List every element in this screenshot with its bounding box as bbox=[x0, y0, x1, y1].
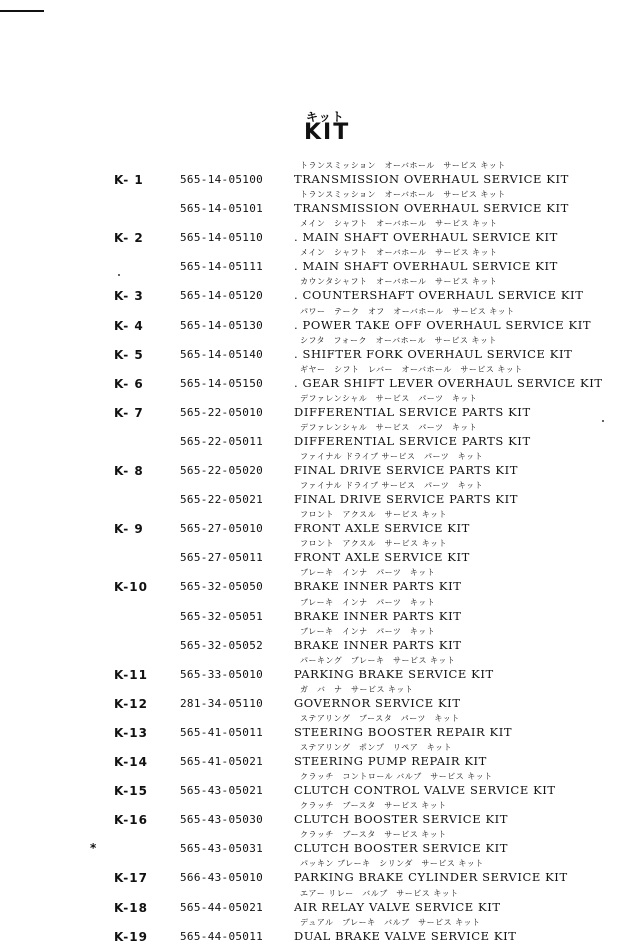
kit-row bbox=[0, 335, 628, 364]
kit-number: K-18 bbox=[114, 901, 148, 915]
description: GOVERNOR SERVICE KIT bbox=[294, 696, 461, 710]
kit-row bbox=[0, 800, 628, 829]
description-kana: ブレーキ インナ パーツ キット bbox=[300, 627, 436, 636]
kit-number: K- 4 bbox=[114, 319, 144, 333]
kit-row bbox=[0, 684, 628, 713]
description-kana: ステアリング ポンプ リペア キット bbox=[300, 743, 453, 752]
part-number: 565-14-05150 bbox=[180, 377, 264, 390]
description: STEERING PUMP REPAIR KIT bbox=[294, 754, 487, 768]
kit-row bbox=[0, 771, 628, 800]
kit-row bbox=[0, 364, 628, 393]
kit-number: K-13 bbox=[114, 726, 148, 740]
description-kana: パッキン ブレーキ シリンダ サービス キット bbox=[300, 859, 484, 868]
description: TRANSMISSION OVERHAUL SERVICE KIT bbox=[294, 201, 569, 215]
kit-number: K- 2 bbox=[114, 231, 144, 245]
description: CLUTCH BOOSTER SERVICE KIT bbox=[294, 812, 509, 826]
description: DIFFERENTIAL SERVICE PARTS KIT bbox=[294, 434, 531, 448]
part-number: 565-27-05010 bbox=[180, 522, 264, 535]
kit-number: K-15 bbox=[114, 784, 148, 798]
description-kana: ファイナル ドライブ サービス パーツ キット bbox=[300, 481, 484, 490]
description: DUAL BRAKE VALVE SERVICE KIT bbox=[294, 929, 517, 943]
part-number: 565-22-05011 bbox=[180, 435, 264, 448]
kit-row bbox=[0, 829, 628, 858]
description-kana: カウンタシャフト オーバホール サービス キット bbox=[300, 277, 498, 286]
part-number: 566-43-05010 bbox=[180, 871, 264, 884]
kit-number: K-16 bbox=[114, 813, 148, 827]
kit-row bbox=[0, 218, 628, 247]
kit-row bbox=[0, 888, 628, 917]
description-kana: パーキング ブレーキ サービス キット bbox=[300, 656, 456, 665]
part-number: 565-43-05021 bbox=[180, 784, 264, 797]
description-kana: クラッチ コントロール バルブ サービス キット bbox=[300, 772, 493, 781]
kit-number: K- 8 bbox=[114, 464, 144, 478]
description-kana: メイン シャフト オーバホール サービス キット bbox=[300, 248, 498, 257]
part-number: 565-32-05050 bbox=[180, 580, 264, 593]
kit-number: K-14 bbox=[114, 755, 148, 769]
description-kana: デュアル ブレーキ バルブ サービス キット bbox=[300, 918, 481, 927]
kit-row bbox=[0, 742, 628, 771]
kit-number: K-19 bbox=[114, 930, 148, 944]
kit-number: K- 5 bbox=[114, 348, 144, 362]
description-kana: デファレンシャル サービス パーツ キット bbox=[300, 423, 478, 432]
part-number: 565-41-05021 bbox=[180, 755, 264, 768]
kit-number: K- 3 bbox=[114, 289, 144, 303]
description: STEERING BOOSTER REPAIR KIT bbox=[294, 725, 513, 739]
description-kana: ブレーキ インナ パーツ キット bbox=[300, 568, 436, 577]
description: . GEAR SHIFT LEVER OVERHAUL SERVICE KIT bbox=[294, 376, 603, 390]
kit-number: K-10 bbox=[114, 580, 148, 594]
part-number: 565-14-05140 bbox=[180, 348, 264, 361]
part-number: 565-14-05130 bbox=[180, 319, 264, 332]
description-kana: ブレーキ インナ パーツ キット bbox=[300, 598, 436, 607]
top-left-rule bbox=[0, 10, 44, 12]
kit-row bbox=[0, 189, 628, 218]
description-kana: エアー リレー バルブ サービス キット bbox=[300, 889, 459, 898]
part-number: 565-14-05111 bbox=[180, 260, 264, 273]
kit-number: K-12 bbox=[114, 697, 148, 711]
part-number: 565-32-05052 bbox=[180, 639, 264, 652]
description-kana: フロント アクスル サービス キット bbox=[300, 539, 448, 548]
part-number: 565-14-05110 bbox=[180, 231, 264, 244]
description: PARKING BRAKE SERVICE KIT bbox=[294, 667, 494, 681]
description-kana: メイン シャフト オーバホール サービス キット bbox=[300, 219, 498, 228]
description: BRAKE INNER PARTS KIT bbox=[294, 609, 462, 623]
kit-row bbox=[0, 567, 628, 596]
part-number: 565-43-05030 bbox=[180, 813, 264, 826]
description: CLUTCH BOOSTER SERVICE KIT bbox=[294, 841, 509, 855]
description-kana: デファレンシャル サービス パーツ キット bbox=[300, 394, 478, 403]
description: BRAKE INNER PARTS KIT bbox=[294, 638, 462, 652]
description: . SHIFTER FORK OVERHAUL SERVICE KIT bbox=[294, 347, 573, 361]
kit-row bbox=[0, 509, 628, 538]
description: FINAL DRIVE SERVICE PARTS KIT bbox=[294, 492, 519, 506]
kit-row bbox=[0, 597, 628, 626]
kit-number: K-17 bbox=[114, 871, 148, 885]
kit-number: K- 7 bbox=[114, 406, 144, 420]
description: FINAL DRIVE SERVICE PARTS KIT bbox=[294, 463, 519, 477]
kit-number: K- 1 bbox=[114, 173, 144, 187]
description-kana: トランスミッション オーバホール サービス キット bbox=[300, 190, 506, 199]
part-number: 565-44-05011 bbox=[180, 930, 264, 943]
part-number: 565-14-05100 bbox=[180, 173, 264, 186]
description: . COUNTERSHAFT OVERHAUL SERVICE KIT bbox=[294, 288, 584, 302]
page-title-kana: キット bbox=[306, 110, 345, 124]
description: . MAIN SHAFT OVERHAUL SERVICE KIT bbox=[294, 230, 558, 244]
part-number: 565-22-05020 bbox=[180, 464, 264, 477]
kit-row bbox=[0, 480, 628, 509]
part-number: 565-22-05021 bbox=[180, 493, 264, 506]
part-number: 565-27-05011 bbox=[180, 551, 264, 564]
description-kana: ギヤー シフト レバー オーバホール サービス キット bbox=[300, 365, 523, 374]
description: BRAKE INNER PARTS KIT bbox=[294, 579, 462, 593]
description-kana: フロント アクスル サービス キット bbox=[300, 510, 448, 519]
kit-number: K-11 bbox=[114, 668, 148, 682]
asterisk-marker: * bbox=[90, 841, 97, 855]
scan-speck bbox=[118, 274, 120, 276]
description: . MAIN SHAFT OVERHAUL SERVICE KIT bbox=[294, 259, 558, 273]
description: DIFFERENTIAL SERVICE PARTS KIT bbox=[294, 405, 531, 419]
part-number: 565-32-05051 bbox=[180, 610, 264, 623]
kit-row bbox=[0, 655, 628, 684]
kit-row bbox=[0, 538, 628, 567]
kit-row bbox=[0, 393, 628, 422]
kit-row bbox=[0, 626, 628, 655]
description: PARKING BRAKE CYLINDER SERVICE KIT bbox=[294, 870, 568, 884]
kit-row bbox=[0, 306, 628, 335]
description: TRANSMISSION OVERHAUL SERVICE KIT bbox=[294, 172, 569, 186]
description-kana: パワー テーク オフ オーバホール サービス キット bbox=[300, 307, 515, 316]
kit-row bbox=[0, 858, 628, 887]
description-kana: ファイナル ドライブ サービス パーツ キット bbox=[300, 452, 484, 461]
kit-row bbox=[0, 917, 628, 946]
kit-number: K- 9 bbox=[114, 522, 144, 536]
part-number: 565-22-05010 bbox=[180, 406, 264, 419]
description-kana: ステアリング ブースタ パーツ キット bbox=[300, 714, 460, 723]
kit-row bbox=[0, 160, 628, 189]
kit-row bbox=[0, 276, 628, 305]
scan-speck bbox=[602, 420, 604, 422]
part-number: 565-43-05031 bbox=[180, 842, 264, 855]
kit-number: K- 6 bbox=[114, 377, 144, 391]
page-title: KIT bbox=[304, 120, 351, 145]
description: FRONT AXLE SERVICE KIT bbox=[294, 521, 470, 535]
description-kana: クラッチ ブースタ サービス キット bbox=[300, 830, 447, 839]
part-number: 565-41-05011 bbox=[180, 726, 264, 739]
kit-row bbox=[0, 422, 628, 451]
description: CLUTCH CONTROL VALVE SERVICE KIT bbox=[294, 783, 556, 797]
description-kana: ガ バ ナ サービス キット bbox=[300, 685, 414, 694]
part-number: 565-14-05101 bbox=[180, 202, 264, 215]
kit-row bbox=[0, 451, 628, 480]
description-kana: シフタ フォーク オーバホール サービス キット bbox=[300, 336, 497, 345]
part-number: 281-34-05110 bbox=[180, 697, 264, 710]
description: . POWER TAKE OFF OVERHAUL SERVICE KIT bbox=[294, 318, 592, 332]
description: AIR RELAY VALVE SERVICE KIT bbox=[294, 900, 501, 914]
description: FRONT AXLE SERVICE KIT bbox=[294, 550, 470, 564]
part-number: 565-33-05010 bbox=[180, 668, 264, 681]
part-number: 565-44-05021 bbox=[180, 901, 264, 914]
description-kana: クラッチ ブースタ サービス キット bbox=[300, 801, 447, 810]
description-kana: トランスミッション オーバホール サービス キット bbox=[300, 161, 506, 170]
kit-row bbox=[0, 247, 628, 276]
kit-row bbox=[0, 713, 628, 742]
part-number: 565-14-05120 bbox=[180, 289, 264, 302]
